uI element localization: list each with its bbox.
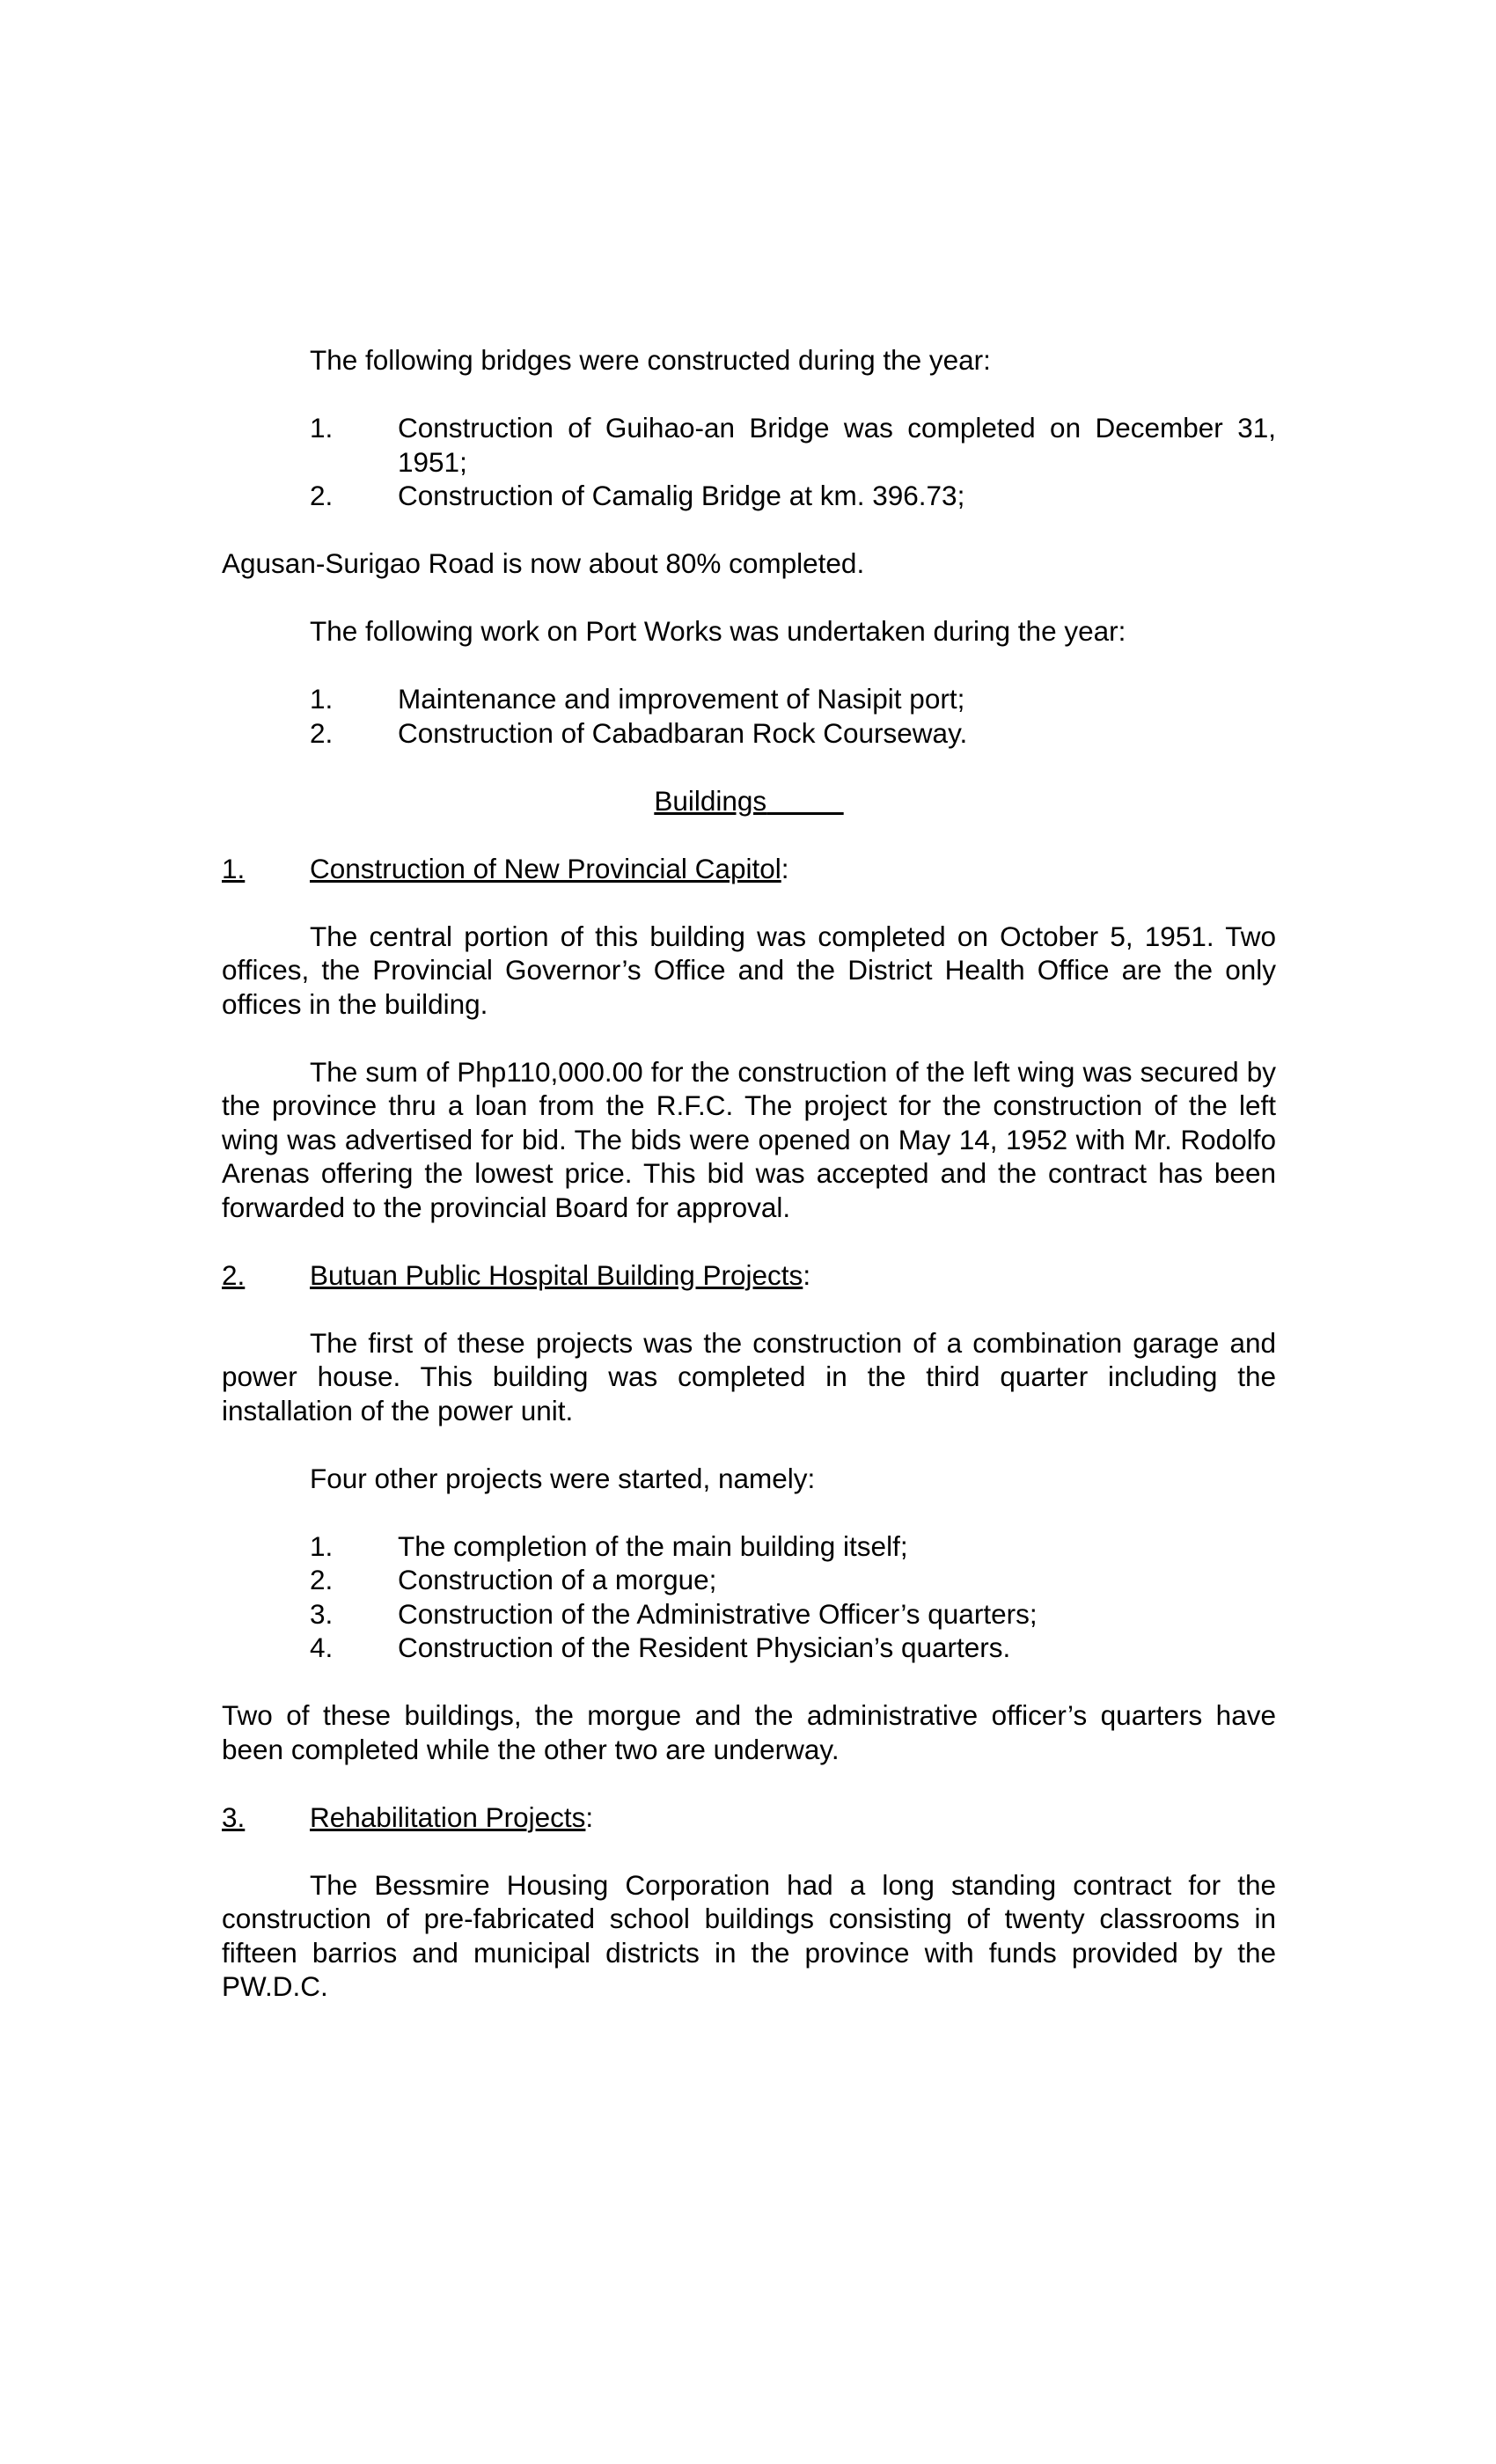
section-title: Rehabilitation Projects — [310, 1800, 586, 1833]
list-item-text: Construction of Cabadbaran Rock Courseway. — [398, 716, 968, 749]
section-title-colon: : — [781, 852, 789, 884]
buildings-heading-text: Buildings — [654, 784, 767, 817]
section-title-colon: : — [803, 1258, 811, 1291]
list-item-number: 1. — [310, 412, 334, 444]
port-works-intro: The following work on Port Works was undertaken during the year: — [310, 615, 1126, 647]
list-item-text: Construction of a morgue; — [398, 1564, 717, 1595]
section-1-paragraph-1: The central portion of this building was completed on October 5, 1951. Two offices, the Provincial Governor’s Office and the District Health Office are the only offices in the building. — [222, 920, 1276, 1020]
list-item-text: Construction of Camalig Bridge at km. 396.73; — [398, 480, 965, 511]
list-item-number: 2. — [310, 1564, 334, 1595]
road-status: Agusan-Surigao Road is now about 80% completed. — [222, 547, 865, 579]
buildings-heading — [222, 784, 1276, 818]
list-item — [310, 1529, 1276, 1564]
list-item — [310, 1597, 1276, 1632]
section-2-heading — [222, 1258, 1276, 1293]
section-1-paragraph-2: The sum of Php110,000.00 for the construction of the left wing was secured by the province thru a loan from the R.F.C. The project for the construction of the left wing was advertised for bid. The bids were opened on May 14, 1952 with Mr. Rodolfo Arenas offering the lowest price. This bid was accepted and the contract has been forwarded to the provincial Board for approval. — [222, 1055, 1276, 1223]
list-item-text: Construction of Guihao-an Bridge was completed on December 31, 1951; — [398, 412, 1276, 478]
list-item — [310, 479, 1276, 513]
hospital-projects-list — [310, 1529, 1276, 1665]
section-number: 1. — [222, 852, 246, 884]
list-item-number: 4. — [310, 1632, 334, 1663]
bridges-list — [310, 411, 1276, 513]
list-item-number: 2. — [310, 716, 334, 749]
list-item-text: Construction of the Resident Physician’s quarters. — [398, 1632, 1011, 1663]
bridges-intro: The following bridges were constructed during the year: — [310, 344, 991, 376]
list-item-text: The completion of the main building itself; — [398, 1529, 908, 1562]
list-item — [310, 1563, 1276, 1597]
list-item — [310, 716, 1276, 751]
document-page — [222, 343, 1276, 2037]
list-item — [310, 1631, 1276, 1665]
list-item — [310, 411, 1276, 479]
section-title: Butuan Public Hospital Building Projects — [310, 1258, 803, 1291]
port-works-list — [310, 682, 1276, 750]
list-item-number: 2. — [310, 480, 334, 511]
list-item-text: Construction of the Administrative Officer’s quarters; — [398, 1597, 1038, 1630]
section-3-heading — [222, 1800, 1276, 1835]
section-number: 2. — [222, 1258, 246, 1291]
section-title: Construction of New Provincial Capitol — [310, 852, 781, 884]
section-2-list-intro: Four other projects were started, namely: — [310, 1462, 816, 1494]
list-item-number: 1. — [310, 683, 334, 715]
section-number: 3. — [222, 1800, 246, 1833]
list-item-number: 3. — [310, 1597, 334, 1630]
section-3-paragraph-1: The Bessmire Housing Corporation had a long standing contract for the construction of pre-fabricated school buildings consisting of twenty classrooms in fifteen barrios and municipal districts in the province with funds provided by the PW.D.C. — [222, 1868, 1276, 2002]
section-title-colon: : — [585, 1800, 594, 1833]
list-item-text: Maintenance and improvement of Nasipit port; — [398, 683, 965, 715]
section-2-paragraph-1: The first of these projects was the construction of a combination garage and power house. This building was completed in the third quarter including the installation of the power unit. — [222, 1326, 1276, 1426]
section-1-heading — [222, 852, 1276, 886]
section-2-paragraph-2: Two of these buildings, the morgue and the administrative officer’s quarters have been completed while the other two are underway. — [222, 1699, 1276, 1765]
list-item — [310, 682, 1276, 716]
list-item-number: 1. — [310, 1529, 334, 1562]
